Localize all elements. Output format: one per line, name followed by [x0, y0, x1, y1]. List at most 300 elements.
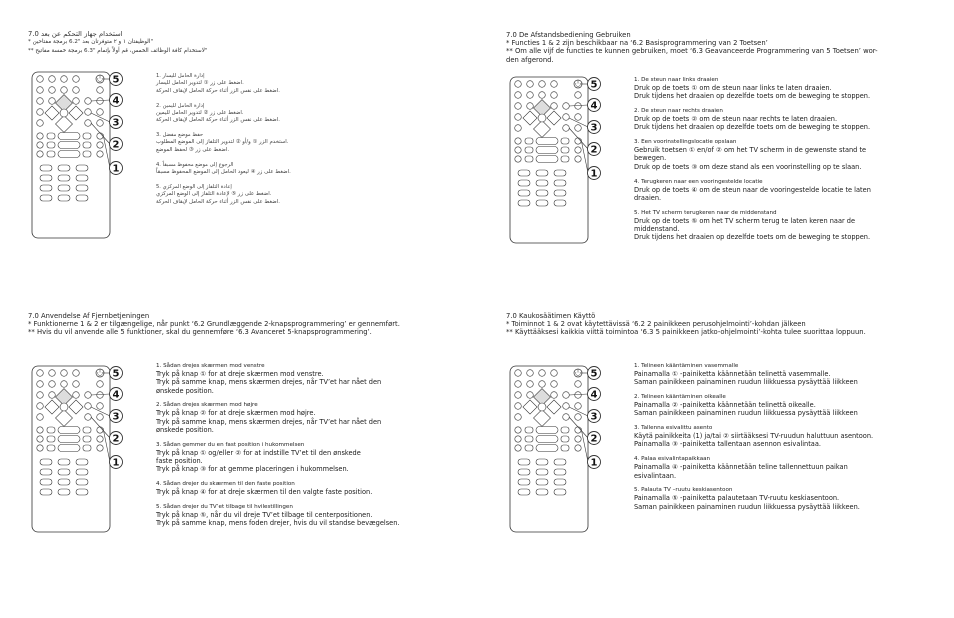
- callout-number: 2: [590, 433, 598, 445]
- remote-button: [49, 392, 56, 399]
- remote-button: [97, 133, 103, 139]
- remote-button: [551, 81, 558, 88]
- rocker-right: [561, 436, 569, 442]
- step-title: 3. حفظ موضع مفضل: [156, 132, 204, 139]
- remote-button: [515, 381, 522, 388]
- rocker-center: [536, 138, 558, 145]
- section-finnish: [506, 312, 936, 618]
- rocker-left: [47, 445, 55, 451]
- remote-illustration: [28, 364, 128, 534]
- remote-button: [515, 147, 521, 153]
- note-line: * Funktionerne 1 & 2 er tilgængelige, når punkt ‘6.2 Grundlæggende 2-knapsprogrammering’ er gennemført.: [28, 320, 400, 329]
- number-key: [518, 479, 530, 485]
- number-key: [76, 185, 88, 191]
- remote-button: [575, 92, 582, 99]
- remote-button: [37, 151, 43, 157]
- step-text: Saman painikkeen painaminen ruudun liikkuessa pysäyttää liikkeen: [634, 409, 858, 418]
- remote-button: [37, 120, 44, 127]
- step-title: 4. الرجوع إلى موضع محفوظ مسبقاً: [156, 162, 234, 169]
- instruction-step: [156, 441, 456, 474]
- rocker-center: [536, 427, 558, 434]
- remote-button: [85, 98, 92, 105]
- number-key: [518, 200, 530, 206]
- step-text: اضغط على زر ① لتدوير الحامل لليسار.: [156, 80, 244, 86]
- step-title: 4. Palaa esivalintapaikkaan: [634, 456, 711, 463]
- step-text: Tryk på samme knap, mens skærmen drejes, når TV’et har nået den: [156, 417, 382, 426]
- callout-number: 4: [112, 95, 120, 107]
- rocker-left: [47, 151, 55, 157]
- remote-button: [515, 92, 522, 99]
- dpad-center: [538, 114, 546, 122]
- number-key: [40, 185, 52, 191]
- note-line: ** Käyttääksesi kaikkia viittä toimintoa ‘6.3 5 painikkeen jatko-ohjelmointi’-kohta tulee suorittaa loppuun.: [506, 328, 866, 337]
- number-key: [518, 469, 530, 475]
- step-text: Tryk på knap ③ for at gemme placeringen i hukommelsen.: [156, 465, 349, 474]
- remote-button: [73, 98, 80, 105]
- instruction-step: [634, 362, 934, 387]
- instruction-step: [634, 424, 934, 449]
- step-text: اضغط على زر ④ ليعود الحامل إلى الموضع المحفوظ مسبقاً.: [156, 169, 291, 176]
- step-text: Painamalla ① -painiketta käännetään telinettä vasemmalle.: [634, 370, 831, 378]
- remote-button: [37, 133, 43, 139]
- remote-button: [97, 151, 103, 157]
- remote-illustration: [28, 70, 128, 240]
- remote-button: [61, 381, 68, 388]
- remote-button: [37, 98, 44, 105]
- step-text: Tryk på samme knap, mens foden drejer, hvis du vil standse bevægelsen.: [156, 519, 400, 528]
- remote-button: [49, 381, 56, 388]
- callout-number: 5: [112, 368, 120, 380]
- number-key: [554, 190, 566, 196]
- remote-button: [85, 403, 92, 410]
- rocker-right: [83, 133, 91, 139]
- step-title: 4. Sådan drejer du skærmen til den faste position: [156, 481, 295, 488]
- callout-number: 4: [590, 389, 598, 401]
- step-title: 1. Sådan drejes skærmen mod venstre: [156, 363, 265, 369]
- step-text: esivalintaan.: [634, 471, 677, 480]
- rocker-left: [525, 156, 533, 162]
- remote-button: [551, 92, 558, 99]
- remote-button: [97, 142, 103, 148]
- remote-button: [575, 436, 581, 442]
- step-title: 1. Telineen kääntäminen vasemmalle: [634, 363, 739, 369]
- rocker-right: [83, 142, 91, 148]
- remote-button: [97, 445, 103, 451]
- remote-diagram: [506, 364, 606, 534]
- remote-button: [515, 103, 522, 110]
- remote-button: [575, 414, 582, 421]
- rocker-right: [561, 156, 569, 162]
- instruction-step: [634, 138, 934, 171]
- number-key: [518, 170, 530, 176]
- remote-button: [61, 370, 68, 377]
- remote-button: [73, 370, 80, 377]
- callout-number: 3: [112, 117, 120, 129]
- step-text: Painamalla ② -painiketta käännetään telinettä oikealle.: [634, 401, 816, 410]
- section-title: 7.0 De Afstandsbediening Gebruiken: [506, 31, 631, 39]
- step-text: Saman painikkeen painaminen ruudun liikkuessa pysäyttää liikkeen.: [634, 502, 860, 511]
- number-key: [58, 195, 70, 201]
- remote-button: [575, 114, 582, 121]
- step-title: 5. إعادة التلفاز إلى الوضع المركزي: [156, 184, 232, 191]
- step-title: 3. Sådan gemmer du en fast position i hukommelsen: [156, 441, 305, 448]
- step-text: Painamalla ③ -painiketta tallentaan asennon esivalintaa.: [634, 440, 821, 449]
- step-text: Painamalla ⑤ -painiketta palautetaan TV-ruutu keskiasentoon.: [634, 494, 840, 503]
- step-title: 2. إدارة الحامل لليمين: [156, 102, 205, 109]
- step-title: 2. De steun naar rechts draaien: [634, 108, 723, 115]
- remote-button: [515, 114, 522, 121]
- remote-button: [575, 103, 582, 110]
- instruction-step: [634, 486, 934, 511]
- rocker-left: [525, 436, 533, 442]
- remote-illustration: [506, 364, 606, 534]
- remote-button: [551, 370, 558, 377]
- instruction-step: [634, 209, 934, 242]
- callout-number: 1: [112, 457, 120, 469]
- instruction-step: [156, 401, 456, 434]
- remote-button: [97, 403, 104, 410]
- remote-button: [73, 392, 80, 399]
- number-key: [536, 479, 548, 485]
- remote-button: [575, 125, 582, 132]
- remote-button: [575, 427, 581, 433]
- remote-button: [49, 76, 56, 83]
- remote-button: [515, 436, 521, 442]
- rocker-center: [58, 151, 80, 158]
- section-arabic: [28, 0, 448, 305]
- step-title: 5. Palauta TV –ruutu keskiasentoon: [634, 487, 733, 494]
- step-text: middenstand.: [634, 224, 680, 233]
- remote-button: [527, 392, 534, 399]
- remote-button: [37, 427, 43, 433]
- remote-button: [515, 392, 522, 399]
- step-text: Tryk på knap ⑤, når du vil dreje TV’et tilbage til centerpositionen.: [156, 510, 373, 519]
- remote-button: [563, 392, 570, 399]
- note-line: * Toiminnot 1 & 2 ovat käytettävissä ‘6.2 2 painikkeen perusohjelmointi’-kohdan jälkeen: [506, 320, 806, 329]
- remote-button: [37, 87, 44, 94]
- number-key: [536, 469, 548, 475]
- step-text: Druk tijdens het draaien op dezelfde toets om de beweging te stoppen.: [634, 233, 871, 242]
- rocker-left: [525, 445, 533, 451]
- remote-button: [515, 138, 521, 144]
- number-key: [518, 190, 530, 196]
- remote-button: [515, 403, 522, 410]
- instruction-step: [156, 503, 456, 528]
- remote-button: [563, 114, 570, 121]
- remote-button: [37, 109, 44, 116]
- step-title: 5. Het TV scherm terugkeren naar de middenstand: [634, 209, 777, 216]
- number-key: [58, 175, 70, 181]
- remote-button: [97, 120, 104, 127]
- number-key: [58, 479, 70, 485]
- callout-number: 3: [590, 411, 598, 423]
- dpad-center: [60, 403, 68, 411]
- number-key: [518, 489, 530, 495]
- number-key: [76, 165, 88, 171]
- steps-list: [634, 362, 934, 517]
- step-text: اضغط على زر ② لتدوير الحامل لليمين.: [156, 109, 244, 116]
- remote-button: [527, 381, 534, 388]
- remote-button: [49, 370, 56, 377]
- remote-button: [551, 381, 558, 388]
- remote-button: [515, 427, 521, 433]
- number-key: [76, 479, 88, 485]
- step-text: اضغط على زر ⑤ لإعادة التلفاز إلى الوضع المركزي.: [156, 191, 272, 198]
- number-key: [76, 469, 88, 475]
- step-title: 4. Terugkeren naar een vooringestelde locatie: [634, 178, 763, 185]
- section-header: [28, 30, 207, 55]
- callout-number: 4: [590, 100, 598, 112]
- remote-button: [575, 392, 582, 399]
- remote-button: [97, 109, 104, 116]
- remote-button: [97, 427, 103, 433]
- callout-number: 3: [590, 122, 598, 134]
- remote-illustration: [506, 75, 606, 245]
- instruction-step: [156, 480, 456, 496]
- rocker-center: [58, 436, 80, 443]
- rocker-left: [47, 133, 55, 139]
- step-text: Tryk på knap ② for at dreje skærmen mod højre.: [156, 409, 316, 418]
- rocker-center: [536, 445, 558, 452]
- callout-number: 3: [112, 411, 120, 423]
- number-key: [536, 200, 548, 206]
- remote-button: [97, 87, 104, 94]
- instruction-step: [634, 76, 934, 101]
- note-line: * Functies 1 & 2 zijn beschikbaar na ‘6.2 Basisprogrammering van 2 Toetsen’: [506, 39, 768, 48]
- number-key: [58, 459, 70, 465]
- remote-diagram: [28, 364, 128, 534]
- remote-button: [49, 87, 56, 94]
- step-text: Tryk på knap ① for at dreje skærmen mod venstre.: [156, 370, 324, 378]
- note-line: den afgerond.: [506, 55, 554, 64]
- number-key: [536, 170, 548, 176]
- dpad-center: [538, 403, 546, 411]
- step-text: Druk tijdens het draaien op dezelfde toets om de beweging te stoppen.: [634, 123, 871, 132]
- remote-button: [85, 392, 92, 399]
- remote-button: [37, 436, 43, 442]
- steps-list: [634, 76, 934, 248]
- note-line: ** Om alle vijf de functies te kunnen gebruiken, moet ‘6.3 Geavanceerde Programmering van 5 Toetsen’ wor-: [506, 47, 878, 56]
- dpad-center: [60, 109, 68, 117]
- note-line: ** Hvis du vil anvende alle 5 funktioner, skal du gennemføre ‘6.3 Avanceret 5-knapsprogrammering’.: [28, 328, 372, 337]
- number-key: [58, 185, 70, 191]
- instruction-step: [156, 72, 456, 95]
- step-text: اضغط على زر ③ لحفظ الموضع.: [156, 146, 230, 153]
- remote-button: [515, 445, 521, 451]
- remote-button: [575, 138, 581, 144]
- number-key: [58, 469, 70, 475]
- section-title: 7.0 Kaukosäätimen Käyttö: [506, 312, 596, 320]
- callout-number: 1: [112, 163, 120, 175]
- step-title: 3. Een voorinstellingslocatie opslaan: [634, 139, 737, 146]
- section-header: [28, 312, 400, 337]
- step-text: Druk tijdens het draaien op dezelfde toets om de beweging te stoppen.: [634, 92, 871, 101]
- remote-button: [49, 98, 56, 105]
- remote-button: [85, 120, 92, 127]
- rocker-left: [525, 427, 533, 433]
- step-title: 2. Sådan drejes skærmen mod højre: [156, 402, 258, 409]
- number-key: [40, 195, 52, 201]
- step-text: Druk op de toets ④ om de steun naar de vooringestelde locatie te laten: [634, 185, 871, 194]
- remote-button: [61, 87, 68, 94]
- remote-button: [551, 103, 558, 110]
- step-text: اضغط على نفس الزر أثناء حركة الحامل لإيقاف الحركة.: [156, 117, 280, 124]
- number-key: [58, 165, 70, 171]
- remote-button: [37, 76, 44, 83]
- rocker-center: [536, 436, 558, 443]
- remote-button: [563, 125, 570, 132]
- step-text: Druk op de toets ⑤ om het TV scherm terug te laten keren naar de: [634, 216, 856, 225]
- step-text: Druk op de toets ③ om deze stand als een voorinstelling op te slaan.: [634, 162, 862, 171]
- rocker-left: [525, 138, 533, 144]
- remote-button: [515, 125, 522, 132]
- instruction-step: [156, 161, 456, 177]
- step-text: اضغط على نفس الزر أثناء حركة الحامل لإيقاف الحركة.: [156, 198, 280, 205]
- number-key: [40, 165, 52, 171]
- rocker-right: [561, 147, 569, 153]
- number-key: [554, 459, 566, 465]
- remote-button: [37, 381, 44, 388]
- rocker-right: [561, 445, 569, 451]
- remote-button: [97, 98, 104, 105]
- instruction-step: [634, 455, 934, 480]
- callout-number: 1: [590, 457, 598, 469]
- remote-button: [539, 370, 546, 377]
- section-title: 7.0 Anvendelse Af Fjernbetjeningen: [28, 312, 150, 320]
- remote-button: [575, 403, 582, 410]
- remote-button: [551, 392, 558, 399]
- step-text: Druk op de toets ② om de steun naar rechts te laten draaien.: [634, 115, 838, 124]
- step-text: Tryk på knap ④ for at dreje skærmen til den valgte faste position.: [156, 488, 373, 497]
- remote-button: [85, 414, 92, 421]
- remote-diagram: [506, 75, 606, 245]
- note-line: ** لاستخدام كافة الوظائف الخمس، قم أولاً بإتمام "6.3 برمجة خمسة مفاتيح": [28, 47, 208, 54]
- step-text: Druk op de toets ① om de steun naar links te laten draaien.: [634, 84, 832, 92]
- step-text: bewegen.: [634, 154, 667, 163]
- steps-list: [156, 72, 456, 213]
- remote-button: [97, 414, 104, 421]
- rocker-center: [58, 445, 80, 452]
- instruction-step: [634, 393, 934, 418]
- remote-button: [575, 147, 581, 153]
- section-title: 7.0 استخدام جهاز التحكم عن بعد: [28, 30, 123, 38]
- remote-button: [527, 92, 534, 99]
- step-text: Tryk på samme knap, mens skærmen drejes, når TV’et har nået den: [156, 378, 382, 387]
- step-text: Gebruik toetsen ① en/of ② om het TV scherm in de gewenste stand te: [634, 146, 867, 155]
- instruction-step: [156, 183, 456, 206]
- remote-button: [37, 414, 44, 421]
- remote-button: [97, 436, 103, 442]
- number-key: [536, 459, 548, 465]
- callout-number: 2: [112, 433, 120, 445]
- rocker-right: [83, 151, 91, 157]
- remote-button: [97, 392, 104, 399]
- step-text: ønskede position.: [156, 425, 214, 434]
- number-key: [40, 489, 52, 495]
- remote-button: [85, 109, 92, 116]
- remote-button: [563, 103, 570, 110]
- instruction-step: [156, 362, 456, 395]
- remote-button: [563, 403, 570, 410]
- rocker-left: [47, 142, 55, 148]
- number-key: [76, 459, 88, 465]
- instruction-step: [156, 131, 456, 154]
- callout-number: 1: [590, 168, 598, 180]
- number-key: [40, 175, 52, 181]
- callout-number: 5: [112, 74, 120, 86]
- step-title: 2. Telineen kääntäminen oikealle: [634, 394, 726, 401]
- number-key: [518, 459, 530, 465]
- remote-button: [73, 87, 80, 94]
- number-key: [554, 489, 566, 495]
- callout-number: 2: [112, 139, 120, 151]
- number-key: [536, 180, 548, 186]
- number-key: [76, 175, 88, 181]
- number-key: [58, 489, 70, 495]
- remote-button: [37, 142, 43, 148]
- remote-button: [515, 370, 522, 377]
- remote-button: [539, 92, 546, 99]
- remote-button: [61, 76, 68, 83]
- number-key: [518, 180, 530, 186]
- rocker-center: [58, 133, 80, 140]
- rocker-center: [58, 427, 80, 434]
- remote-button: [73, 76, 80, 83]
- number-key: [554, 180, 566, 186]
- step-text: Painamalla ④ -painiketta käännetään teline tallennettuun paikan: [634, 463, 848, 472]
- number-key: [76, 195, 88, 201]
- step-text: اضغط على نفس الزر أثناء حركة الحامل لإيقاف الحركة.: [156, 87, 280, 94]
- rocker-center: [536, 156, 558, 163]
- callout-number: 4: [112, 389, 120, 401]
- remote-button: [575, 156, 581, 162]
- remote-button: [37, 392, 44, 399]
- step-title: 5. Sådan drejer du TV’et tilbage til hvilestillingen: [156, 503, 293, 510]
- step-title: 1. De steun naar links draaien: [634, 77, 719, 83]
- rocker-left: [525, 147, 533, 153]
- number-key: [554, 170, 566, 176]
- number-key: [554, 200, 566, 206]
- number-key: [40, 469, 52, 475]
- remote-button: [515, 414, 522, 421]
- instruction-step: [634, 178, 934, 203]
- step-text: faste position.: [156, 457, 203, 466]
- remote-button: [527, 81, 534, 88]
- instruction-step: [156, 102, 456, 125]
- remote-button: [527, 103, 534, 110]
- rocker-left: [47, 427, 55, 433]
- remote-button: [37, 403, 44, 410]
- section-dutch: [506, 0, 936, 305]
- number-key: [554, 479, 566, 485]
- number-key: [40, 459, 52, 465]
- remote-button: [575, 445, 581, 451]
- step-title: 3. Tallenna esivalittu asento: [634, 425, 713, 432]
- number-key: [40, 479, 52, 485]
- step-title: 1. إدارة الحامل لليسار: [156, 73, 205, 79]
- callout-number: 2: [590, 144, 598, 156]
- remote-button: [539, 381, 546, 388]
- remote-button: [37, 445, 43, 451]
- step-text: استخدم الزر ① و/أو ② لتدوير التلفاز إلى الموضع المطلوب.: [156, 139, 289, 146]
- remote-button: [527, 370, 534, 377]
- step-text: ønskede position.: [156, 386, 214, 395]
- callout-number: 5: [590, 79, 598, 91]
- rocker-center: [58, 142, 80, 149]
- rocker-right: [83, 427, 91, 433]
- remote-button: [37, 370, 44, 377]
- number-key: [76, 489, 88, 495]
